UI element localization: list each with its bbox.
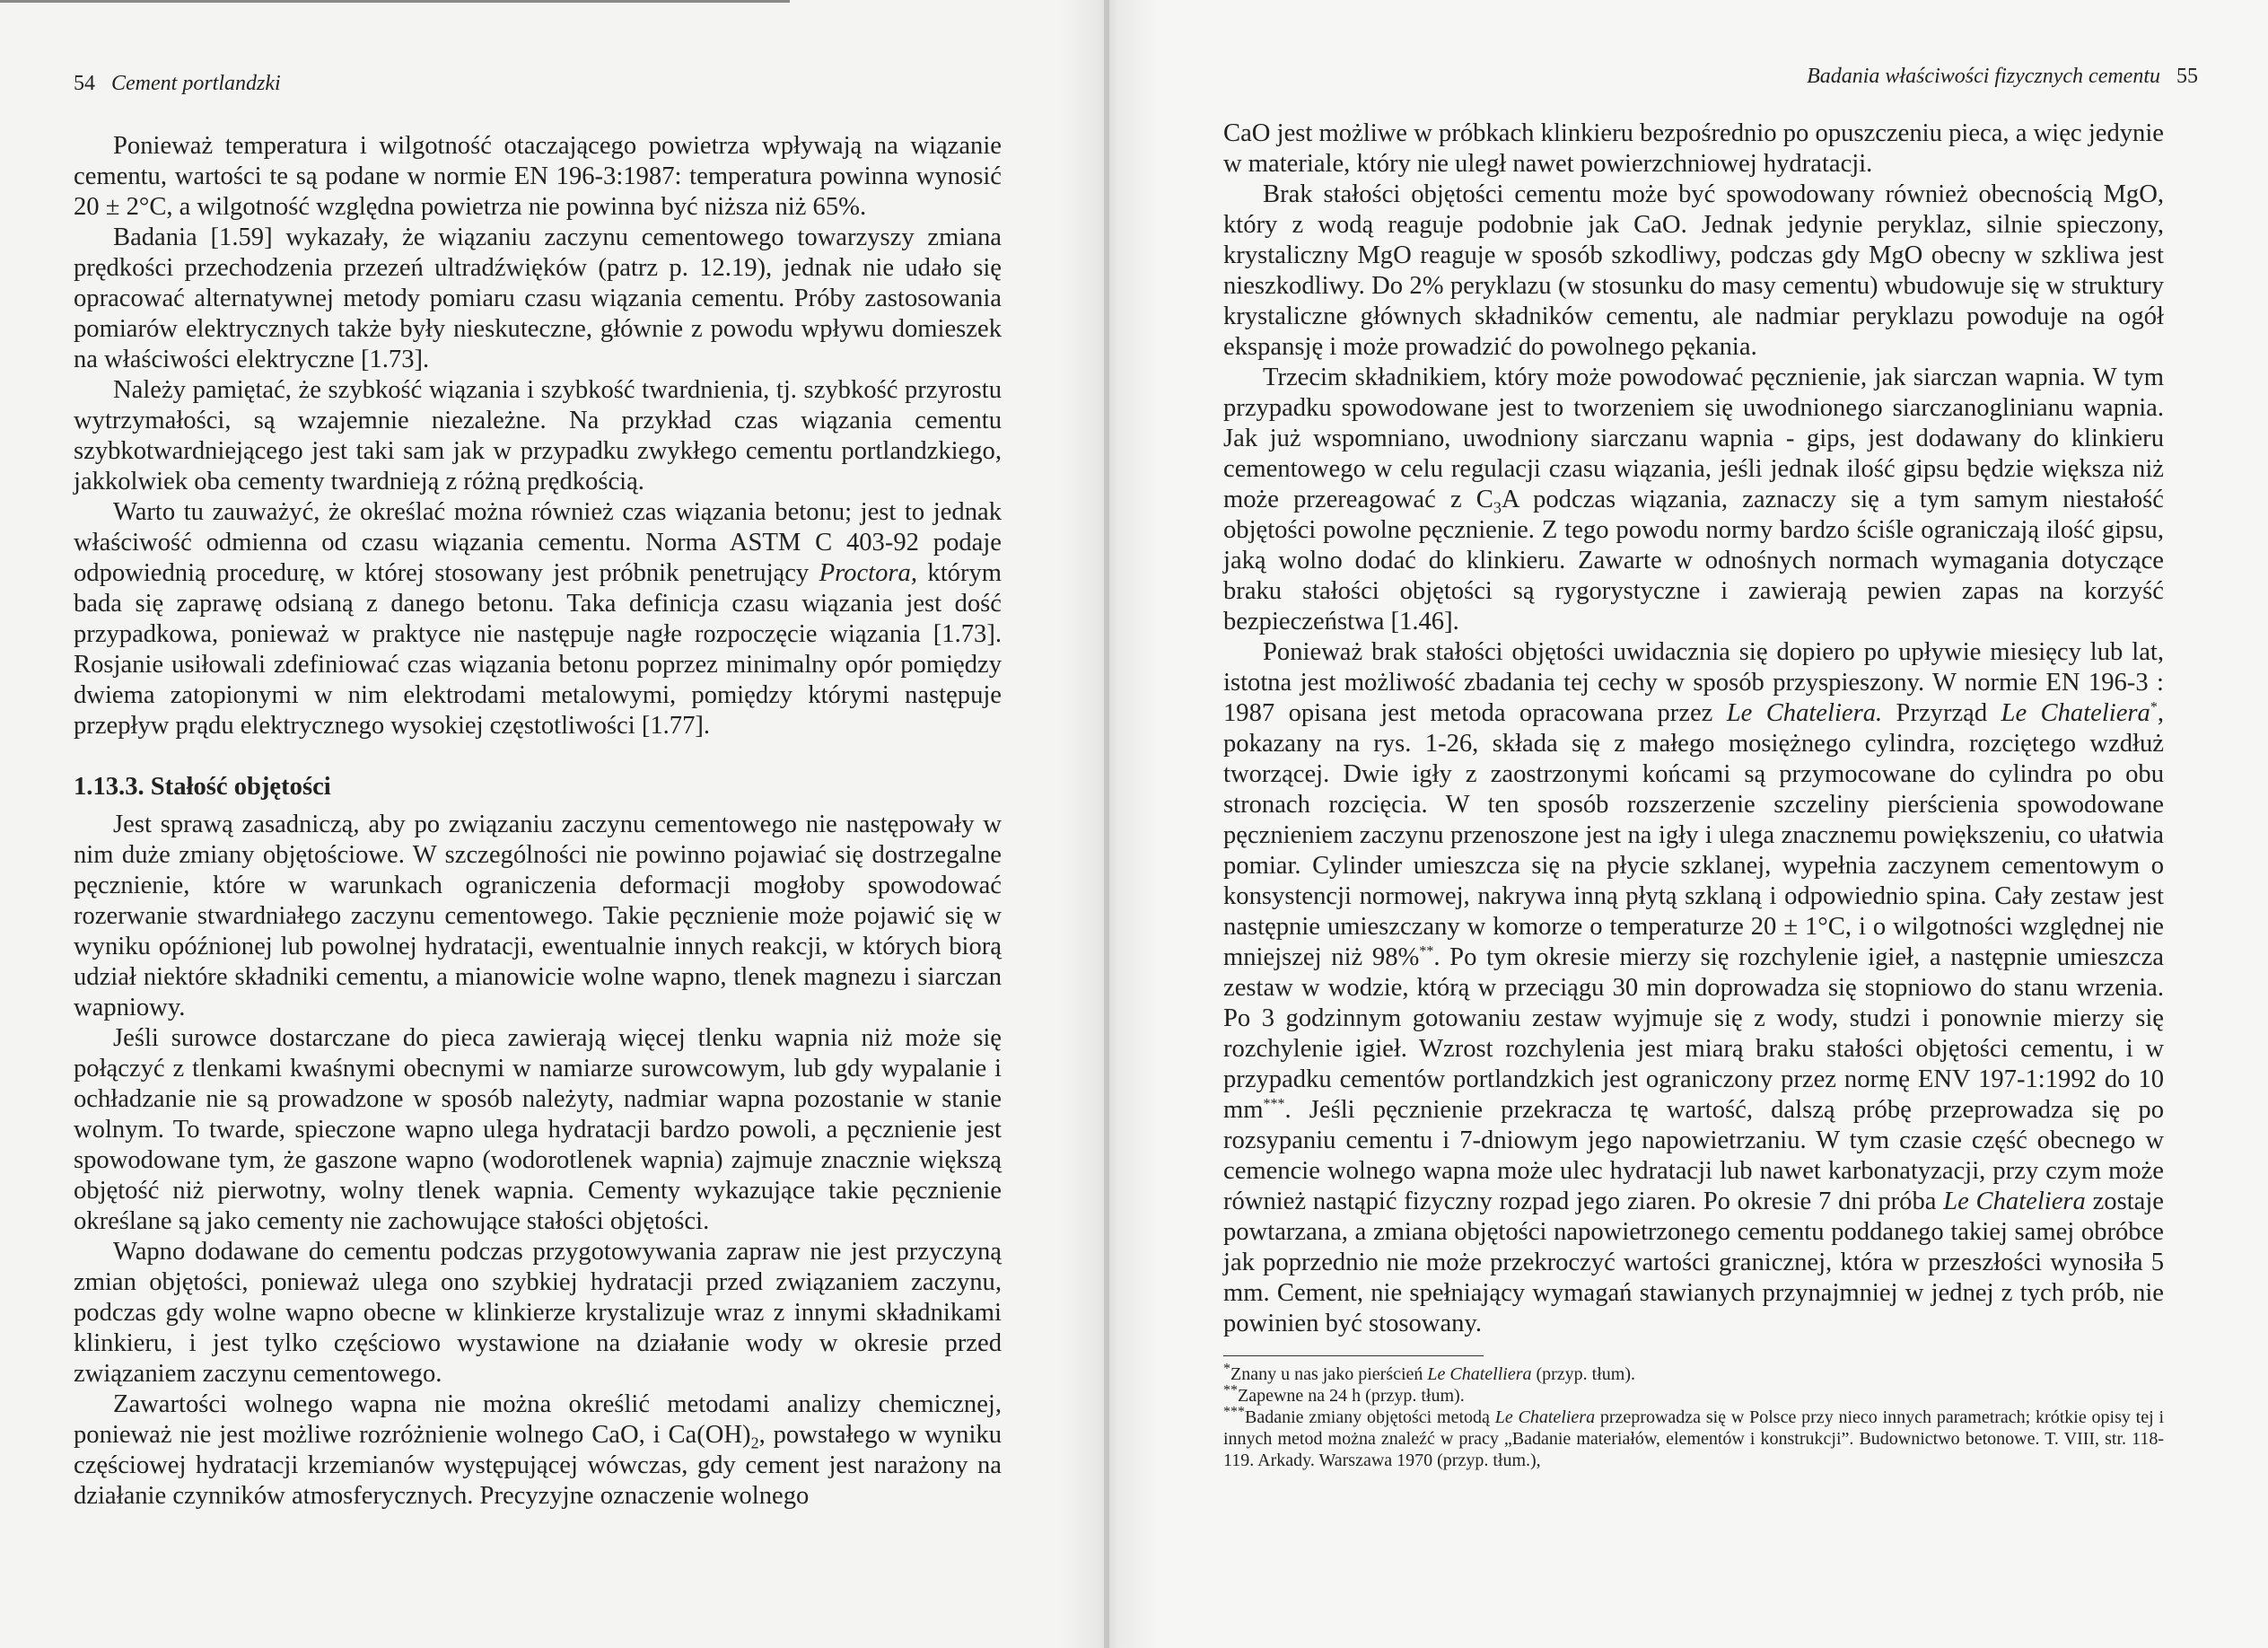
left-page	[0, 0, 1104, 1648]
text-run: Zapewne na 24 h (przyp. tłum).	[1238, 1386, 1465, 1406]
text-run: (przyp. tłum).	[1531, 1364, 1636, 1384]
subscript: 3	[1493, 498, 1502, 517]
running-title: Badania właściwości fizycznych cementu	[1807, 65, 2160, 88]
paragraph: Jeśli surowce dostarczane do pieca zawierają więcej tlenku wapnia niż może się połączyć z tlenkami kwaśnymi obecnymi w namiarze surowcowym, lub gdy wypalanie i ochładzanie nie są prowadzone w sposób należyty, nadmiar wapna pozostanie w stanie wolnym. To twarde, spieczone wapno ulega hydratacji bardzo powoli, a pęcznienie jest spowodowane tym, że gaszone wapno (wodorotlenek wapnia) zajmuje znacznie większą objętość niż pierwotny, wolny tlenek wapnia. Cementy wykazujące takie pęcznienie określane są jako cementy nie zachowujące stałości objętości.	[74, 1024, 1002, 1235]
paragraph: Ponieważ temperatura i wilgotność otaczającego powietrza wpływają na wiązanie cementu, wartości te są podane w normie EN 196-3:1987: temperatura powinna wynosić 20 ± 2°C, a wilgotność względna powietrza nie powinna być niższa niż 65%.	[74, 132, 1002, 221]
text-run: . Jeśli pęcznienie przekracza tę wartość, dalszą próbę przeprowadza się po rozsypaniu cementu i 7-dniowym jego napowietrzaniu. W tym czasie część obecnego w cemencie wolnego wapna może ulec hydratacji lub nawet karbonatyzacji, przy czym może również nastąpić fizyczny rozpad jego ziaren. Po okresie 7 dni próba	[1223, 1096, 2164, 1215]
paragraph-c3a	[1223, 363, 2164, 637]
footnote-mark: ***	[1223, 1404, 1245, 1420]
italic-term: Le Chatelliera	[1427, 1364, 1532, 1384]
italic-term: Le Chateliera.	[1726, 699, 1883, 727]
text-run: , pokazany na rys. 1-26, składa się z małego mosiężnego cylindra, rozciętego wzdłuż tworzącej. Dwie igły z zaostrzonymi końcami są przymocowane do cylindra po obu stronach rozcięcia. W ten sposób rozszerzenie szczeliny pierścienia spowodowane pęcznieniem zaczynu przenoszone jest na igły i ulega znacznemu powiększeniu, co ułatwia pomiar. Cylinder umieszcza się na płycie szklanej, wypełnia zaczynem cementowym o konsystencji normowej, nakrywa inną płytą szklaną i odpowiednio spina. Cały zestaw jest następnie umieszczany w komorze o temperaturze 20 ± 1°C, i o wilgotności względnej nie mniejszej niż 98%	[1223, 699, 2164, 971]
page-number: 54	[74, 72, 95, 95]
paragraph-proctor	[74, 497, 1002, 741]
right-page	[1109, 0, 2268, 1648]
running-head-left	[74, 72, 281, 96]
text-run: Warto tu zauważyć, że określać można również czas wiązania betonu; jest to jednak właściwość odmienna od czasu wiązania cementu. Norma ASTM C 403-92 podaje odpowiednią procedurę, w której stosowany jest próbnik penetrujący	[74, 498, 1002, 587]
footnotes	[1223, 1363, 2164, 1471]
italic-term: Le Chateliera	[1943, 1188, 2086, 1215]
italic-term: Le Chateliera	[1494, 1407, 1596, 1427]
footnote	[1223, 1363, 2164, 1385]
paragraph: CaO jest możliwe w próbkach klinkieru bezpośrednio po opuszczeniu pieca, a więc jedynie w materiale, który nie uległ nawet powierzchniowej hydratacji.	[1223, 119, 2164, 178]
page-edge-line	[0, 0, 790, 3]
italic-term: Le Chateliera	[2001, 699, 2150, 727]
paragraph: Jest sprawą zasadniczą, aby po związaniu zaczynu cementowego nie następowały w nim duże zmiany objętościowe. W szczególności nie powinno pojawiać się dostrzegalne pęcznienie, które w warunkach ograniczenia deformacji mogłoby spowodować rozerwanie stwardniałego zaczynu cementowego. Takie pęcznienie może pojawić się w wyniku opóźnionej lub powolnej hydratacji, ewentualnie innych reakcji, w których biorą udział niektóre składniki cementu, a mianowicie wolne wapno, tlenek magnezu i siarczan wapniowy.	[74, 811, 1002, 1021]
subscript: 2	[750, 1433, 759, 1452]
section-heading: 1.13.3. Stałość objętości	[74, 773, 331, 801]
text-run: Przyrząd	[1882, 699, 2001, 727]
page-number: 55	[2176, 65, 2198, 88]
text-run: Znany u nas jako pierścień	[1230, 1364, 1428, 1384]
text-run: zostaje powtarzana, a zmiana objętości napowietrzonego cementu poddanego takiej samej obróbce jak poprzednio nie może przekroczyć wartości granicznej, która w przeszłości wynosiła 5 mm. Cement, nie spełniający wymagań stawianych przynajmniej w jednej z tych prób, nie powinien być stosowany.	[1223, 1188, 2164, 1337]
footnote-mark: ***	[1263, 1096, 1285, 1112]
footnote-mark: **	[1223, 1382, 1238, 1398]
footnote	[1223, 1404, 2165, 1471]
paragraph: Należy pamiętać, że szybkość wiązania i szybkość twardnienia, tj. szybkość przyrostu wytrzymałości, są wzajemnie niezależne. Na przykład czas wiązania cementu szybkotwardniejącego jest taki sam jak w przypadku zwykłego cementu portlandzkiego, jakkolwiek oba cementy twardnieją z różną prędkością.	[74, 376, 1002, 495]
text-run: Trzecim składnikiem, który może powodować pęcznienie, jak siarczan wapnia. W tym przypadku spowodowane jest to tworzeniem się uwodnionego siarczanoglinianu wapnia. Jak już wspomniano, uwodniony siarczanu wapnia - gips, jest dodawany do klinkieru cementowego w celu regulacji czasu wiązania, jeśli jednak ilość gipsu będzie większa niż może przereagować z C	[1223, 364, 2164, 513]
paragraph-caoh	[74, 1389, 1002, 1512]
left-body-text	[74, 131, 1002, 1512]
running-head-right	[1807, 65, 2198, 89]
footnote-mark: *	[1223, 1361, 1230, 1377]
text-run: przeprowadza się w Polsce przy nieco innych parametrach; krótkie opisy tej i innych metod można znaleźć w pracy „Badanie materiałów, elementów i konstrukcji”. Budownictwo betonowe. T. VIII, str. 118-119. Arkady. Warszawa 1970 (przyp. tłum.),	[1223, 1407, 2165, 1470]
text-run: , powstałego w wyniku częściowej hydratacji krzemianów występującej wówczas, gdy cement jest narażony na działanie czynników atmosferycznych. Precyzyjne oznaczenie wolnego	[74, 1421, 1002, 1510]
footnote-mark: **	[1419, 943, 1434, 960]
paragraph: Wapno dodawane do cementu podczas przygotowywania zapraw nie jest przyczyną zmian objętości, ponieważ ulega ono szybkiej hydratacji przed związaniem zaczynu, podczas gdy wolne wapno obecne w klinkierze krystalizuje wraz z innymi składnikami klinkieru, i jest tylko częściowo wystawione na działanie wody w okresie przed związaniem zaczynu cementowego.	[74, 1238, 1002, 1388]
right-body-text	[1223, 118, 2164, 1471]
paragraph: Brak stałości objętości cementu może być spowodowany również obecnością MgO, który z wodą reaguje podobnie jak CaO. Jednak jedynie peryklaz, silnie spieczony, krystaliczny MgO reaguje w sposób szkodliwy, podczas gdy MgO obecny w szkliwa jest nieszkodliwy. Do 2% peryklazu (w stosunku do masy cementu) wbudowuje się w struktury krystaliczne głównych składników cementu, ale nadmiar peryklazu powoduje na ogół ekspansję i może prowadzić do powolnego pękania.	[1223, 180, 2164, 361]
text-run: A podczas wiązania, zaznaczy się a tym samym niestałość objętości powolne pęcznienie. Z tego powodu normy bardzo ściśle ograniczają ilość gipsu, jaką wolno dodać do klinkieru. Zawarte w odnośnych normach wymagania dotyczące braku stałości objętości są rygorystyczne i zawierają pewien zapas na korzyść bezpieczeństwa [1.46].	[1223, 486, 2164, 636]
text-run: Badanie zmiany objętości metodą	[1245, 1407, 1495, 1427]
text-run: Ponieważ brak stałości objętości uwidacznia się dopiero po upływie miesięcy lub lat, istotna jest możliwość zbadania tej cechy w sposób przyspieszony. W normie EN 196-3 : 1987 opisana jest metoda opracowana przez	[1223, 638, 2164, 727]
footnote-mark: *	[2150, 699, 2158, 715]
text-run: którym bada się zaprawę odsianą z danego betonu. Taka definicja czasu wiązania jest dość przypadkowa, ponieważ w praktyce nie następuje nagłe rozpoczęcie wiązania [1.73]. Rosjanie usiłowali zdefiniować czas wiązania betonu poprzez minimalny opór pomiędzy dwiema zatopionymi w nim elektrodami metalowymi, pomiędzy którymi następuje przepływ prądu elektrycznego wysokiej częstotliwości [1.77].	[74, 559, 1003, 740]
footnote-divider	[1223, 1355, 1484, 1356]
paragraph: Badania [1.59] wykazały, że wiązaniu zaczynu cementowego towarzyszy zmiana prędkości przechodzenia przezeń ultradźwięków (patrz p. 12.19), jednak nie udało się opracować alternatywnej metody pomiaru czasu wiązania cementu. Próby zastosowania pomiarów elektrycznych także były nieskuteczne, głównie z powodu wpływu domieszek na właściwości elektryczne [1.73].	[74, 224, 1002, 373]
text-run: Zawartości wolnego wapna nie można określić metodami analizy chemicznej, ponieważ nie jest możliwe rozróżnienie wolnego CaO, i Ca(OH)	[74, 1390, 1002, 1449]
paragraph-le-chatelier	[1223, 637, 2164, 1339]
running-title: Cement portlandzki	[111, 72, 281, 95]
italic-term: Proctora,	[819, 559, 917, 587]
text-run: . Po tym okresie mierzy się rozchylenie igieł, a następnie umieszcza zestaw w wodzie, którą w przeciągu 30 min doprowadza się stopniowo do stanu wrzenia. Po 3 godzinnym gotowaniu zestaw wyjmuje się z wody, studzi i ponownie mierzy się rozchylenie igieł. Wzrost rozchylenia jest miarą braku stałości objętości cementu, i w przypadku cementów portlandzkich jest ograniczony przez normę ENV 197-1:1992 do 10 mm	[1223, 943, 2164, 1124]
footnote	[1223, 1382, 2164, 1407]
